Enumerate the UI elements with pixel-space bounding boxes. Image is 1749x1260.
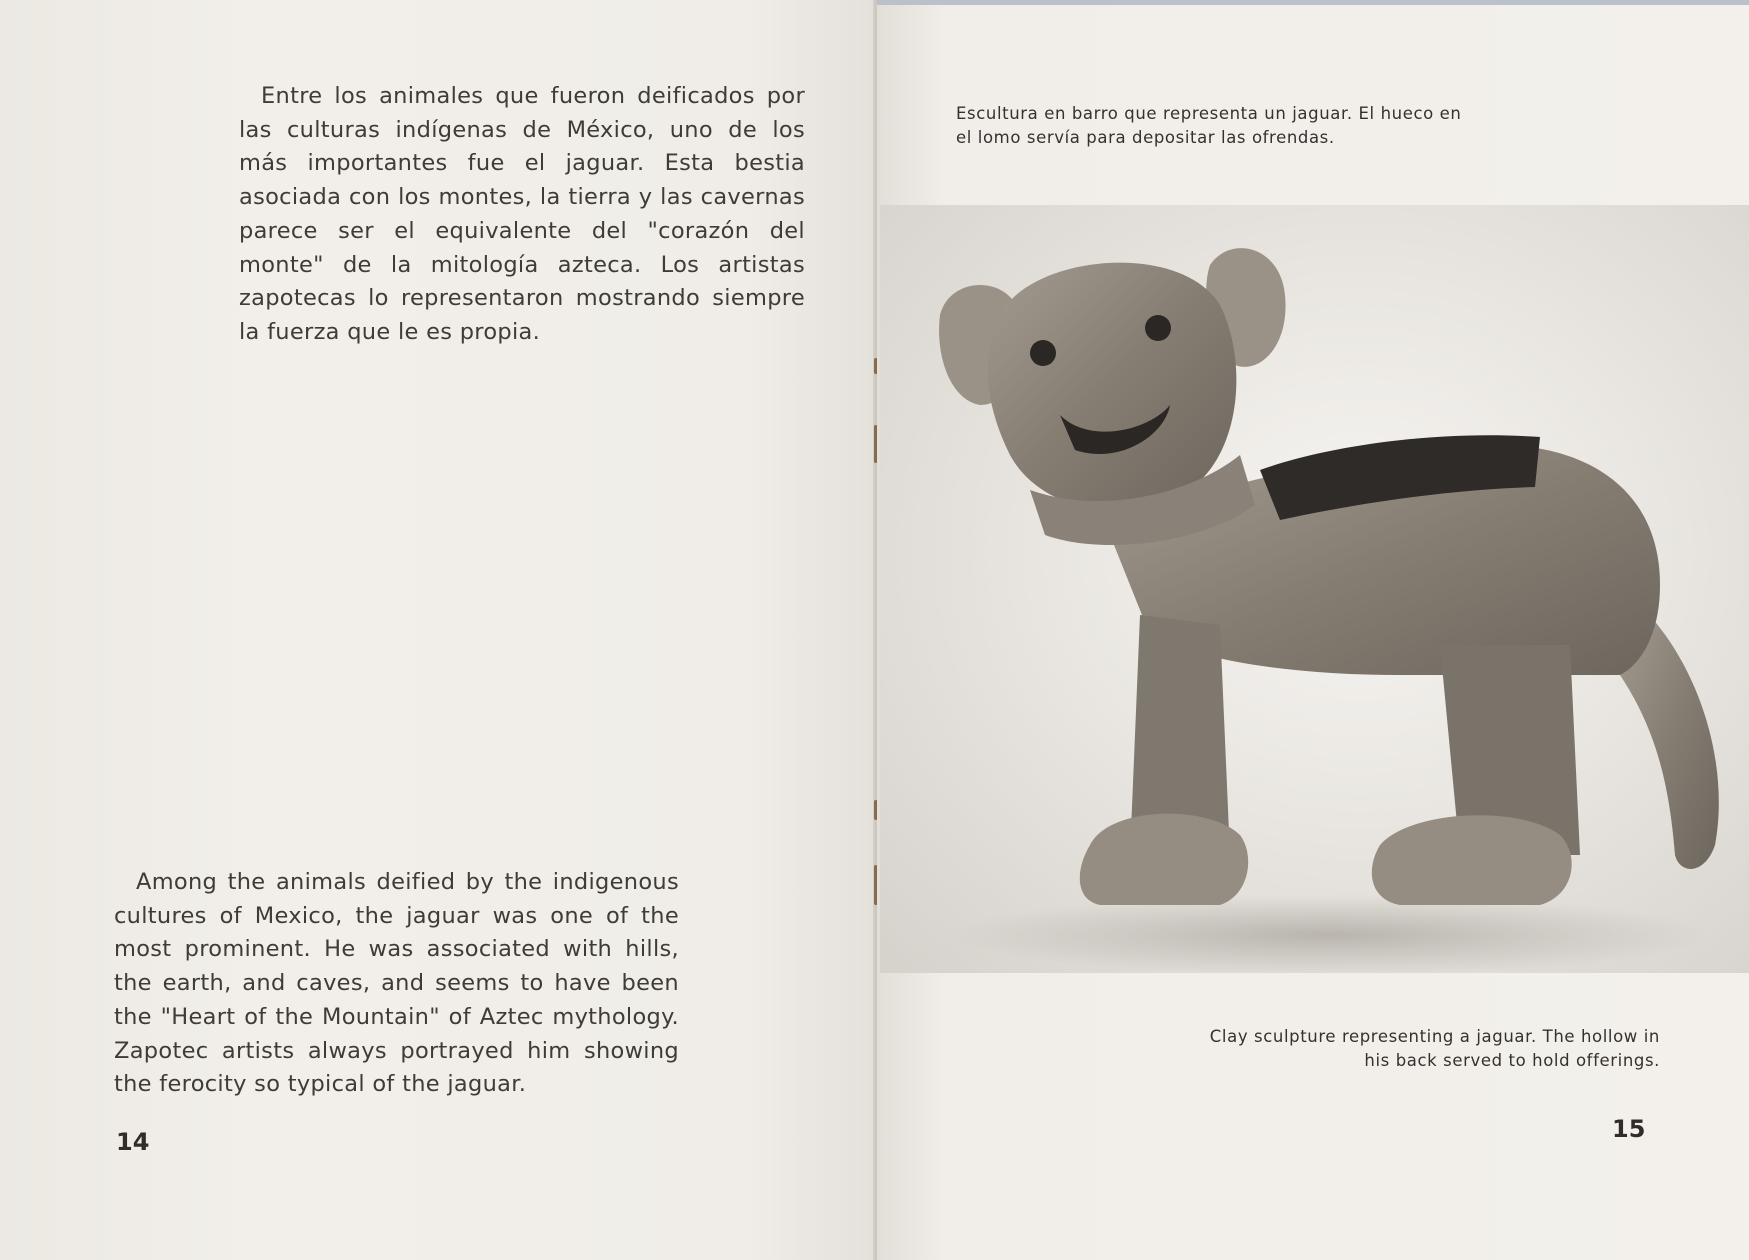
jaguar-head	[988, 263, 1237, 511]
page-number-right: 15	[1612, 1115, 1646, 1143]
jaguar-back-paw	[1372, 815, 1572, 905]
page-number-left: 14	[116, 1128, 150, 1156]
spanish-caption: Escultura en barro que representa un jaguar. El hueco en el lomo servía para depositar las ofrendas.	[956, 104, 1462, 147]
page-top-edge	[877, 0, 1749, 5]
english-paragraph: Among the animals deified by the indigenous cultures of Mexico, the jaguar was one of the most prominent. He was associated with hills, the earth, and caves, and seems to have been the "Heart of the Mountain" of Aztec mythology. Zapotec artists always portrayed him showing the ferocity so typical of the jaguar.	[114, 869, 679, 1098]
floor-shadow	[950, 895, 1710, 973]
jaguar-front-paw	[1080, 814, 1248, 905]
jaguar-sculpture-photo	[880, 205, 1749, 973]
english-caption: Clay sculpture representing a jaguar. The hollow in his back served to hold offerings.	[1209, 1027, 1660, 1070]
jaguar-right-eye	[1145, 315, 1171, 341]
jaguar-sculpture-illustration	[880, 205, 1749, 973]
jaguar-left-eye	[1030, 340, 1056, 366]
spanish-paragraph: Entre los animales que fueron deificados por las culturas indígenas de México, uno de los más importantes fue el jaguar. Esta bestia asociada con los montes, la tierra y las cavernas parece ser el equivalente del "corazón del monte" de la mitología azteca. Los artistas zapotecas lo representaron mostrando siempre la fuerza que le es propia.	[239, 83, 805, 345]
